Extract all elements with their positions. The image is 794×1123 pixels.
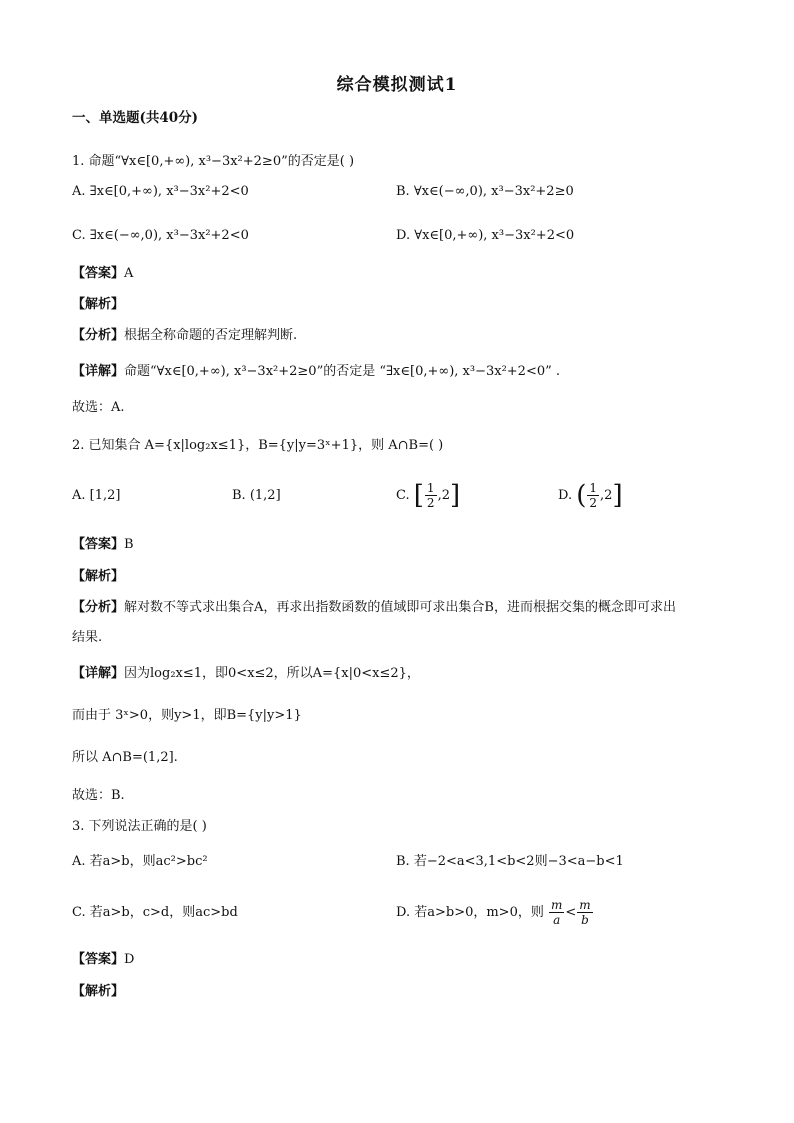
option-rest: ,2 [437, 488, 450, 503]
option-letter: C. [396, 488, 410, 503]
q2-stem: 2. 已知集合 A={x|log₂x≤1}，B={y|y=3ˣ+1}，则 A∩B=( ) [72, 438, 444, 453]
q2-fenxi-cont: 结果. [72, 630, 103, 645]
numerator: m [579, 898, 591, 912]
q1-option-c: C. ∃x∈(−∞,0), x³−3x²+2<0 [72, 228, 249, 243]
q2-conclusion: 故选：B. [72, 788, 125, 803]
denominator: b [581, 913, 589, 927]
q3-answer [72, 950, 134, 970]
q3-option-c: C. 若a>b，c>d，则ac>bd [72, 905, 238, 920]
answer-tag: 【答案】 [72, 537, 125, 552]
q3-option-d [396, 895, 594, 931]
less-than: < [565, 905, 577, 920]
right-bracket: ] [449, 480, 461, 511]
q1-option-d: D. ∀x∈[0,+∞), x³−3x²+2<0 [396, 228, 575, 243]
page-title: 综合模拟测试1 [336, 75, 458, 95]
numerator: m [550, 898, 563, 912]
fenxi-tag: 【分析】 [72, 600, 125, 615]
q2-fenxi [72, 598, 676, 618]
option-rest: ,2 [600, 488, 613, 503]
fraction [587, 481, 599, 510]
answer-value: D [124, 952, 135, 967]
answer-value: B [124, 537, 134, 552]
xiangjie-tag: 【详解】 [72, 364, 125, 379]
q1-answer [72, 264, 133, 284]
q2-option-b: B. (1,2] [232, 488, 281, 503]
left-paren: ( [576, 480, 587, 511]
xiangjie-text: 因为log₂x≤1，即0<x≤2，所以A={x|0<x≤2}， [124, 666, 420, 681]
option-text: D. 若a>b>0，m>0，则 [396, 905, 544, 920]
numerator: 1 [589, 481, 598, 495]
q1-stem: 1. 命题“∀x∈[0,+∞), x³−3x²+2≥0”的否定是( ) [72, 154, 355, 169]
q3-stem: 3. 下列说法正确的是( ) [72, 819, 207, 834]
q2-xiangjie [72, 664, 420, 684]
denominator: 2 [589, 496, 598, 510]
fenxi-text: 解对数不等式求出集合A，再求出指数函数的值域即可求出集合B，进而根据交集的概念即可求出 [124, 600, 676, 615]
answer-value: A [124, 266, 134, 281]
option-letter: D. [558, 488, 573, 503]
q2-answer [72, 535, 134, 555]
right-bracket: ] [612, 480, 623, 511]
q2-option-c [396, 478, 460, 514]
q3-jiexi-tag: 【解析】 [72, 984, 125, 999]
q1-conclusion: 故选：A. [72, 400, 125, 415]
denominator: 2 [426, 496, 435, 510]
q3-option-a: A. 若a>b，则ac²>bc² [72, 854, 208, 869]
fenxi-text: 根据全称命题的否定理解判断. [124, 328, 298, 343]
q2-option-d [558, 478, 623, 514]
fraction-m-over-a [549, 898, 564, 927]
q1-option-a: A. ∃x∈[0,+∞), x³−3x²+2<0 [72, 184, 249, 199]
q1-xiangjie [72, 362, 560, 382]
answer-tag: 【答案】 [72, 952, 125, 967]
q1-jiexi-tag: 【解析】 [72, 297, 125, 312]
fenxi-tag: 【分析】 [72, 328, 125, 343]
xiangjie-text: 命题“∀x∈[0,+∞), x³−3x²+2≥0”的否定是 “∃x∈[0,+∞), x³−3x²+2<0” . [124, 364, 561, 379]
left-bracket: [ [413, 480, 424, 511]
denominator: a [553, 913, 561, 927]
fraction [425, 481, 437, 510]
q2-xiangjie-2: 而由于 3ˣ>0，则y>1，即B={y|y>1} [72, 708, 302, 723]
xiangjie-tag: 【详解】 [72, 666, 125, 681]
q2-xiangjie-3: 所以 A∩B=(1,2]. [72, 750, 178, 765]
q2-option-a: A. [1,2] [72, 488, 121, 503]
numerator: 1 [426, 481, 435, 495]
q1-option-b: B. ∀x∈(−∞,0), x³−3x²+2≥0 [396, 184, 574, 199]
answer-tag: 【答案】 [72, 266, 125, 281]
section-heading: 一、单选题(共40分) [72, 110, 199, 126]
fraction-m-over-b [577, 898, 592, 927]
q3-option-b: B. 若−2<a<3,1<b<2则−3<a−b<1 [396, 854, 624, 869]
q2-jiexi-tag: 【解析】 [72, 569, 125, 584]
q1-fenxi [72, 326, 297, 346]
